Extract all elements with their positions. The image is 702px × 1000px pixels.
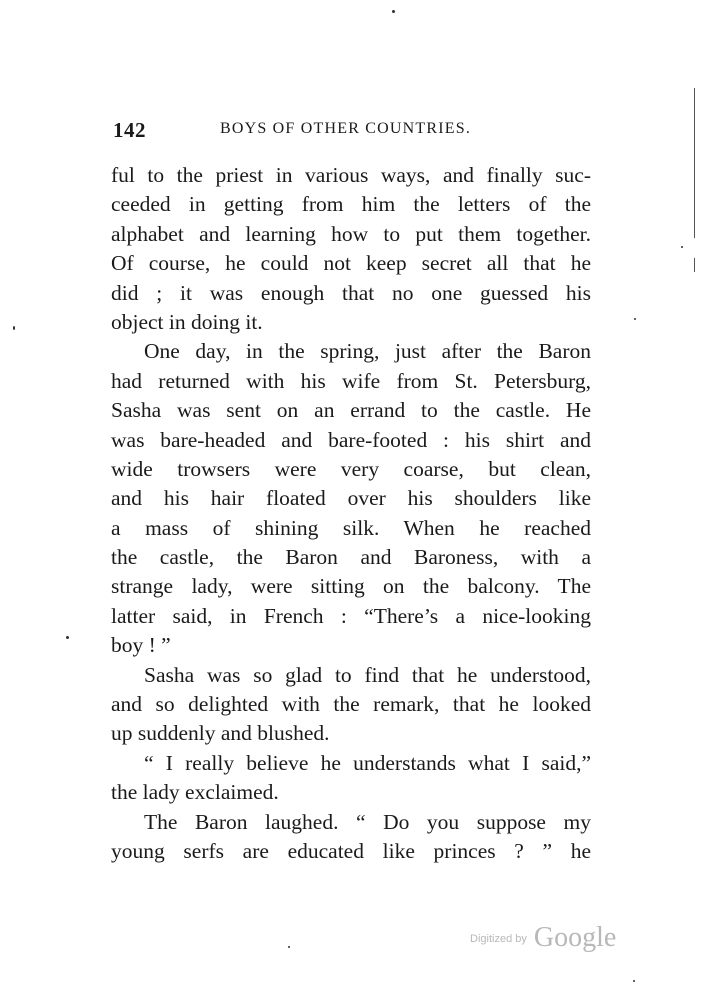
scan-speck <box>634 318 636 320</box>
scan-edge-line <box>694 88 695 238</box>
text-line: The Baron laughed. “ Do you suppose my <box>144 809 591 834</box>
text-line: Of course, he could not keep secret all that he <box>111 251 591 276</box>
text-line: object in doing it. <box>111 309 263 334</box>
running-title: BOYS OF OTHER COUNTRIES. <box>220 120 472 137</box>
text-line: boy ! ” <box>111 633 171 658</box>
google-logo: Google <box>533 922 617 953</box>
text-line: ful to the priest in various ways, and finally suc- <box>111 163 591 187</box>
text-line: Sasha was so glad to find that he understood, <box>144 662 591 687</box>
text-line: wide trowsers were very coarse, but clean, <box>111 456 591 481</box>
text-line: the castle, the Baron and Baroness, with a <box>111 545 591 570</box>
text-line: and his hair floated over his shoulders like <box>111 486 591 511</box>
body-text <box>111 161 591 866</box>
text-line: up suddenly and blushed. <box>111 721 330 746</box>
text-line: did ; it was enough that no one guessed his <box>111 280 591 305</box>
text-line: ceeded in getting from him the letters of the <box>111 192 591 217</box>
text-line: alphabet and learning how to put them together. <box>111 221 591 246</box>
scan-speck <box>13 326 15 330</box>
scan-speck <box>392 10 395 13</box>
text-line: had returned with his wife from St. Petersburg, <box>111 368 591 393</box>
digitized-by-label: Digitized by <box>470 933 527 945</box>
text-line: was bare-headed and bare-footed : his shirt and <box>111 427 591 452</box>
text-line: the lady exclaimed. <box>111 780 279 805</box>
scan-edge-line <box>694 258 695 272</box>
scan-speck <box>633 980 635 982</box>
scan-speck <box>66 636 69 639</box>
text-line: a mass of shining silk. When he reached <box>111 515 591 540</box>
digitized-by-google-watermark <box>470 922 616 958</box>
scan-speck <box>288 946 290 948</box>
running-head <box>113 118 593 142</box>
text-line: Sasha was sent on an errand to the castle. He <box>111 398 591 423</box>
page-number: 142 <box>113 118 146 142</box>
text-line: latter said, in French : “There’s a nice-looking <box>111 603 591 628</box>
text-line: strange lady, were sitting on the balcony. The <box>111 574 591 599</box>
text-line: and so delighted with the remark, that he looked <box>111 692 591 717</box>
text-line: young serfs are educated like princes ? ” he <box>111 838 591 863</box>
scan-speck <box>681 246 683 248</box>
text-line: One day, in the spring, just after the Baron <box>144 339 591 364</box>
text-line: “ I really believe he understands what I said,” <box>144 750 591 775</box>
